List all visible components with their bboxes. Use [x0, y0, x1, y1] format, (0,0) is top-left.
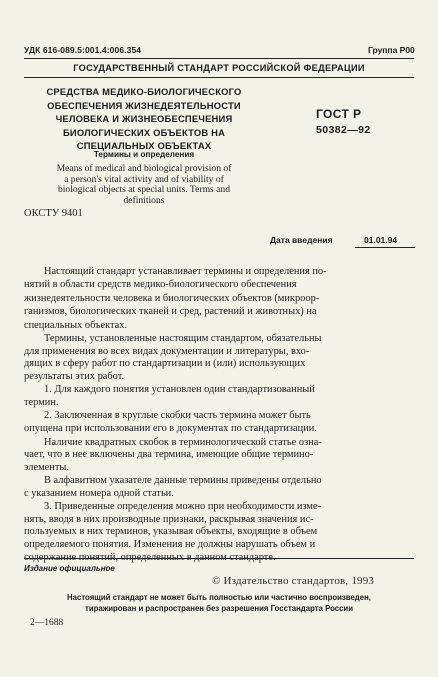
date-rule	[355, 247, 415, 248]
russian-subtitle: Термины и определения	[93, 150, 195, 159]
russian-title-line: ЧЕЛОВЕКА И ЖИЗНЕОБЕСПЕЧЕНИЯ	[55, 113, 233, 124]
body-line: нятий в области средств медико-биологического обеспечения	[24, 279, 297, 291]
english-title-line: biological objects at special units. Terms and	[57, 184, 231, 196]
english-title-line: Means of medical and biological provision of	[56, 163, 232, 174]
body-line: Настоящий стандарт устанавливает термины и определения по-	[44, 266, 327, 277]
body-line: дящих в сферу работ по стандартизации и (или) использующих	[24, 358, 306, 370]
top-rule	[24, 58, 414, 59]
heading-rule	[24, 77, 414, 78]
body-line: 3. Приведенные определения можно при необходимости изме-	[44, 501, 322, 513]
body-line: пользуемых в них терминов, указывая объекты, входящие в объем	[24, 526, 318, 538]
standard-heading: ГОСУДАРСТВЕННЫЙ СТАНДАРТ РОССИЙСКОЙ ФЕДЕРАЦИИ	[73, 63, 365, 73]
body-line: элементы.	[24, 461, 69, 473]
body-line: чает, что в нее включены два термина, имеющие общие термино-	[24, 449, 314, 461]
body-line: с указанием номера одной статьи.	[24, 487, 174, 499]
gost-number: 50382—92	[316, 124, 371, 136]
russian-title-line: СРЕДСТВА МЕДИКО-БИОЛОГИЧЕСКОГО	[46, 86, 242, 97]
date-value: 01.01.94	[364, 235, 398, 245]
body-line: определяемого понятия. Изменения не должны нарушать объем и	[24, 539, 316, 550]
russian-title-line: БИОЛОГИЧЕСКИХ ОБЪЕКТОВ НА	[62, 126, 226, 138]
print-code: 2—1688	[30, 618, 64, 628]
gost-label: ГОСТ Р	[316, 107, 362, 121]
russian-title-line: ОБЕСПЕЧЕНИЯ ЖИЗНЕДЕЯТЕЛЬНОСТИ	[47, 99, 241, 111]
body-line: содержание понятий, определенных в данном стандарте.	[24, 551, 276, 563]
body-line: опущена при использовании его в документах по стандартизации.	[24, 423, 317, 435]
udc-code: УДК 616-089.5:001.4:006.354	[24, 45, 142, 55]
body-line: результаты этих работ.	[24, 371, 125, 382]
english-title	[24, 164, 264, 206]
body-line: жизнедеятельности человека и биологических объектов (микроор-	[24, 292, 320, 304]
body-line: специальных объектах.	[24, 319, 128, 331]
body-line: нять, вводя в них производные признаки, раскрывая значения ис-	[24, 513, 314, 525]
group-code: Группа Р00	[368, 45, 415, 55]
footer-rule	[24, 558, 414, 559]
russian-title	[24, 85, 264, 153]
russian-title-line: СПЕЦИАЛЬНЫХ ОБЪЕКТАХ	[76, 140, 212, 151]
body-line: В алфавитном указателе данные термины приведены отдельно	[44, 475, 322, 487]
body-line: 1. Для каждого понятия установлен один стандартизованный	[44, 384, 315, 396]
english-title-line: a person's vital activity and of viability of	[64, 173, 224, 185]
english-title-line: definitions	[123, 194, 165, 206]
edition-label: Издание официальное	[24, 564, 115, 573]
body-line: термин.	[24, 397, 59, 409]
body-line: Наличие квадратных скобок в терминологической статье озна-	[44, 436, 322, 448]
body-line: 2. Заключенная в круглые скобки часть термина может быть	[44, 410, 311, 422]
body-line: Термины, установленные настоящим стандартом, обязательны	[44, 333, 322, 345]
body-line: для применения во всех видах документации и литературы, вхо-	[24, 345, 310, 357]
okstu-code: ОКСТУ 9401	[24, 208, 83, 219]
copyright-line: © Издательство стандартов, 1993	[212, 575, 375, 587]
body-line: ганизмов, биологических тканей и сред, растений и животных) на	[24, 306, 317, 318]
date-label: Дата введения	[270, 235, 333, 245]
reproduction-notice-line: Настоящий стандарт не может быть полностью или частично воспроизведен,	[67, 593, 371, 602]
reproduction-notice-line: тиражирован и распространен без разрешения Госстандарта России	[85, 604, 353, 613]
